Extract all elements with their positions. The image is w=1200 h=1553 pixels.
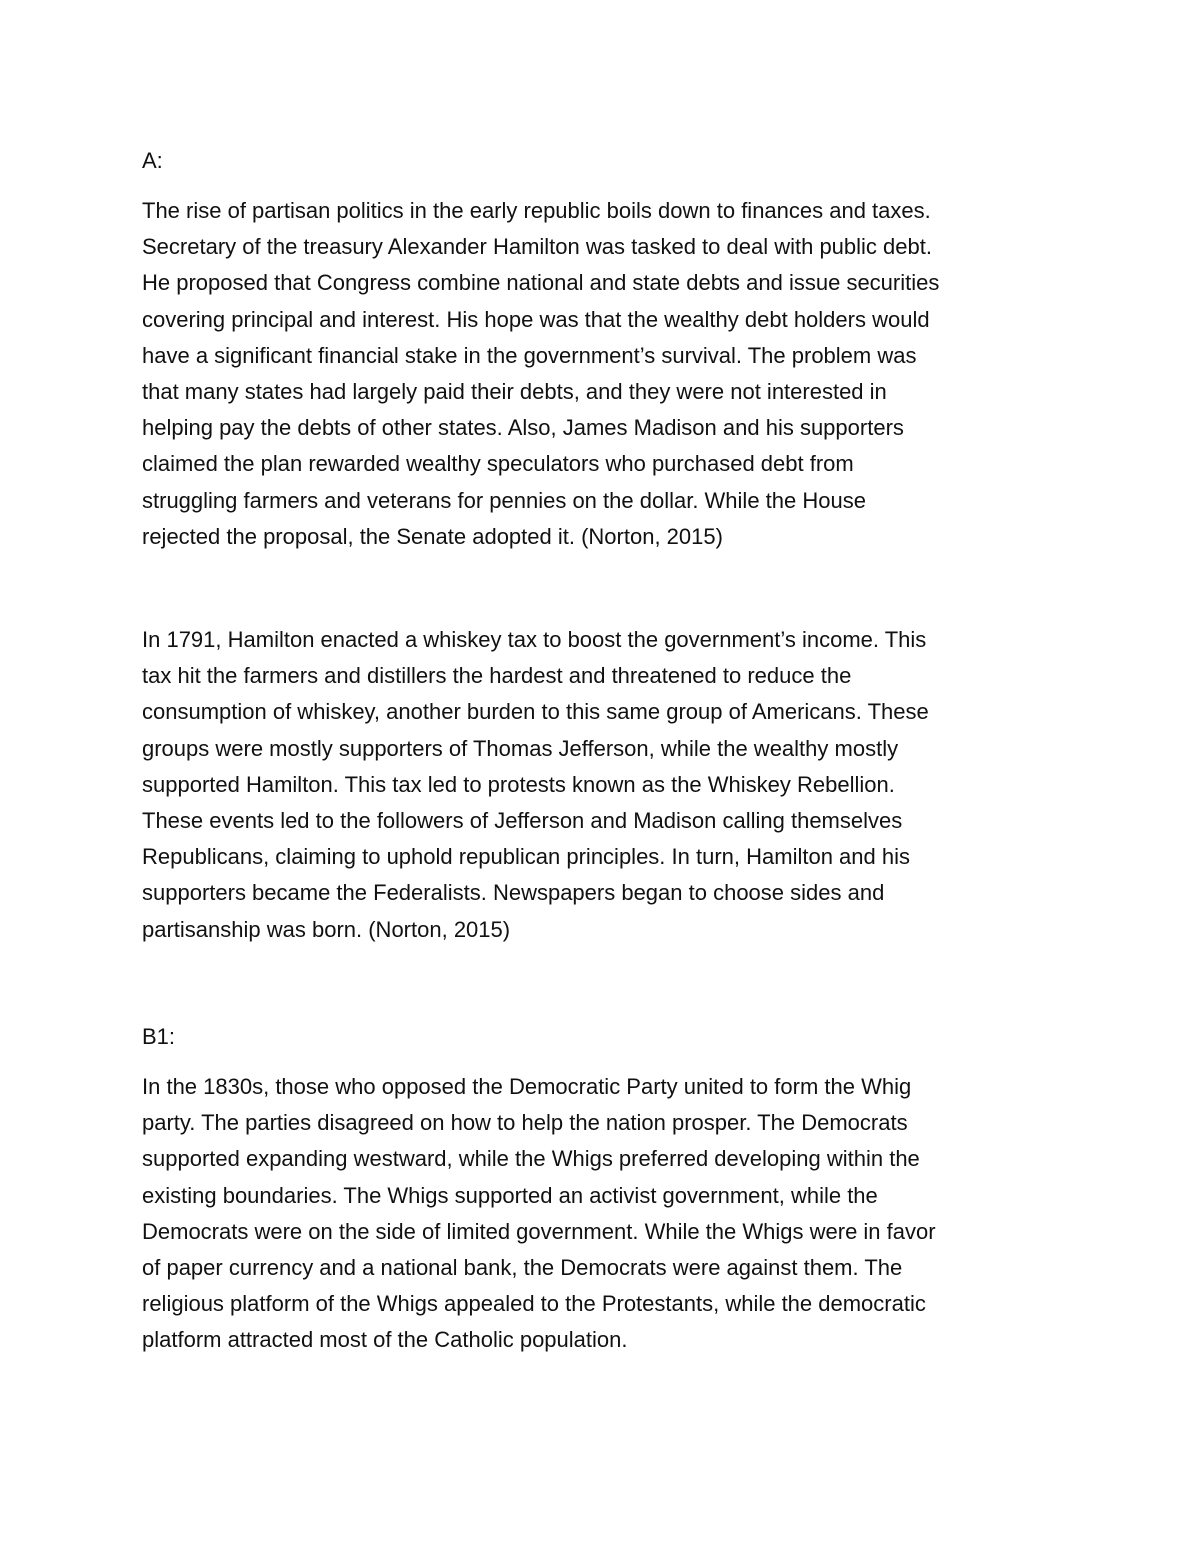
paragraph-line: claimed the plan rewarded wealthy speculators who purchased debt from — [142, 451, 854, 477]
paragraph-whiskey-tax — [142, 622, 929, 948]
paragraph-line: He proposed that Congress combine national and state debts and issue securities — [142, 270, 940, 296]
paragraph-line: consumption of whiskey, another burden to this same group of Americans. These — [142, 699, 929, 725]
paragraph-line: supported Hamilton. This tax led to protests known as the Whiskey Rebellion. — [142, 771, 895, 797]
heading-text: B1: — [142, 1024, 176, 1049]
paragraph-line: party. The parties disagreed on how to help the nation prosper. The Democrats — [142, 1110, 908, 1136]
paragraph-line: groups were mostly supporters of Thomas Jefferson, while the wealthy mostly — [142, 735, 899, 761]
section-heading-b1 — [142, 1019, 175, 1055]
section-heading-a — [142, 143, 163, 179]
paragraph-line: In the 1830s, those who opposed the Democratic Party united to form the Whig — [142, 1074, 912, 1099]
paragraph-line: supporters became the Federalists. Newspapers began to choose sides and — [142, 880, 885, 906]
heading-text: A: — [142, 148, 163, 173]
paragraph-line: Secretary of the treasury Alexander Hamilton was tasked to deal with public debt. — [142, 234, 932, 260]
paragraph-whig-party — [142, 1069, 936, 1359]
paragraph-line: tax hit the farmers and distillers the hardest and threatened to reduce the — [142, 663, 852, 689]
paragraph-line: Democrats were on the side of limited government. While the Whigs were in favor — [142, 1218, 936, 1244]
paragraph-line: helping pay the debts of other states. Also, James Madison and his supporters — [142, 415, 904, 441]
paragraph-line: of paper currency and a national bank, the Democrats were against them. The — [142, 1254, 903, 1280]
paragraph-line: These events led to the followers of Jefferson and Madison calling themselves — [142, 807, 903, 833]
paragraph-line: The rise of partisan politics in the early republic boils down to finances and taxes. — [142, 198, 931, 223]
paragraph-line: existing boundaries. The Whigs supported an activist government, while the — [142, 1182, 878, 1208]
paragraph-line: that many states had largely paid their debts, and they were not interested in — [142, 378, 887, 404]
paragraph-line: have a significant financial stake in the government’s survival. The problem was — [142, 342, 917, 368]
paragraph-line: supported expanding westward, while the Whigs preferred developing within the — [142, 1146, 920, 1172]
paragraph-line: Republicans, claiming to uphold republican principles. In turn, Hamilton and his — [142, 844, 910, 870]
paragraph-line: covering principal and interest. His hope was that the wealthy debt holders would — [142, 306, 930, 332]
paragraph-hamilton-debt — [142, 193, 939, 555]
paragraph-line: platform attracted most of the Catholic population. — [142, 1327, 628, 1353]
paragraph-line: struggling farmers and veterans for pennies on the dollar. While the House — [142, 487, 866, 513]
paragraph-line: rejected the proposal, the Senate adopted it. (Norton, 2015) — [142, 523, 723, 549]
paragraph-line: partisanship was born. (Norton, 2015) — [142, 916, 511, 942]
paragraph-line: religious platform of the Whigs appealed to the Protestants, while the democratic — [142, 1291, 926, 1317]
paragraph-line: In 1791, Hamilton enacted a whiskey tax to boost the government’s income. This — [142, 627, 927, 652]
